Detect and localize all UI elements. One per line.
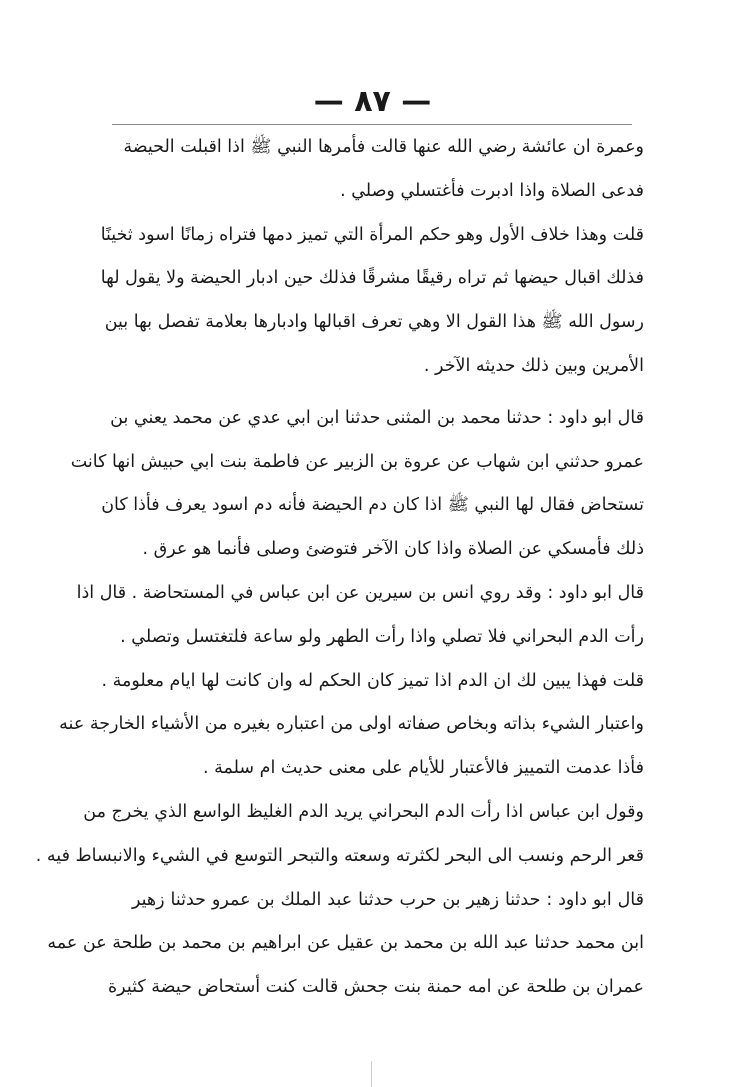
text-line: عمرو حدثني ابن شهاب عن عروة بن الزبير عن فاطمة بنت ابي حبيش انها كانت <box>70 451 644 472</box>
text-line: واعتبار الشيء بذاته وبخاص صفاته اولى من اعتباره بغيره من الأشياء الخارجة عنه <box>59 714 644 735</box>
text-line: فذلك اقبال حيضها ثم تراه رقيقًا مشرقًا فذلك حين ادبار الحيضة ولا يقول لها <box>100 268 644 289</box>
body-text <box>35 126 644 1010</box>
page-number: — ٨٧ — <box>313 84 432 119</box>
text-line: عمران بن طلحة عن امه حمنة بنت جحش قالت كنت أستحاض حيضة كثيرة <box>108 977 644 998</box>
text-line: فدعى الصلاة واذا ادبرت فأغتسلي وصلي . <box>340 180 644 201</box>
text-line: قلت فهذا يبين لك ان الدم اذا تميز كان الحكم له وان كانت لها ايام معلومة . <box>101 670 644 691</box>
text-line: قال ابو داود : حدثنا محمد بن المثنى حدثنا ابن ابي عدي عن محمد يعني بن <box>110 407 644 428</box>
text-line: قلت وهذا خلاف الأول وهو حكم المرأة التي تميز دمها فتراه زمانًا اسود ثخينًا <box>100 224 644 245</box>
text-line: رسول الله ﷺ هذا القول الا وهي تعرف اقبالها وادبارها بعلامة تفصل بها بين <box>104 312 644 333</box>
text-line: قعر الرحم ونسب الى البحر لكثرته وسعته والتبحر التوسع في الشيء والانبساط فيه . <box>35 845 644 866</box>
text-line: رأت الدم البحراني فلا تصلي واذا رأت الطهر ولو ساعة فلتغتسل وتصلي . <box>120 626 644 647</box>
text-line: قال ابو داود : وقد روي انس بن سيرين عن ابن عباس في المستحاضة . قال اذا <box>76 582 644 603</box>
text-line: وقول ابن عباس اذا رأت الدم البحراني يريد الدم الغليظ الواسع الذي يخرج من <box>83 801 644 822</box>
text-line: ذلك فأمسكي عن الصلاة واذا كان الآخر فتوضئ وصلى فأنما هو عرق . <box>142 539 644 560</box>
text-line: تستحاض فقال لها النبي ﷺ اذا كان دم الحيضة فأنه دم اسود يعرف فأذا كان <box>101 495 644 516</box>
text-line: فأذا عدمت التمييز فالأعتبار للأيام على معنى حديث ام سلمة . <box>202 758 644 779</box>
text-line: قال ابو داود : حدثنا زهير بن حرب حدثنا عبد الملك بن عمرو حدثنا زهير <box>132 889 644 910</box>
text-line: الأمرين وبين ذلك حديثه الآخر . <box>423 355 644 376</box>
header-divider <box>112 124 632 125</box>
text-line: وعمرة ان عائشة رضي الله عنها قالت فأمرها النبي ﷺ اذا اقبلت الحيضة <box>123 137 644 157</box>
text-line: ابن محمد حدثنا عبد الله بن محمد بن عقيل عن ابراهيم بن محمد بن طلحة عن عمه <box>47 933 644 954</box>
footer-mark <box>371 1061 372 1087</box>
